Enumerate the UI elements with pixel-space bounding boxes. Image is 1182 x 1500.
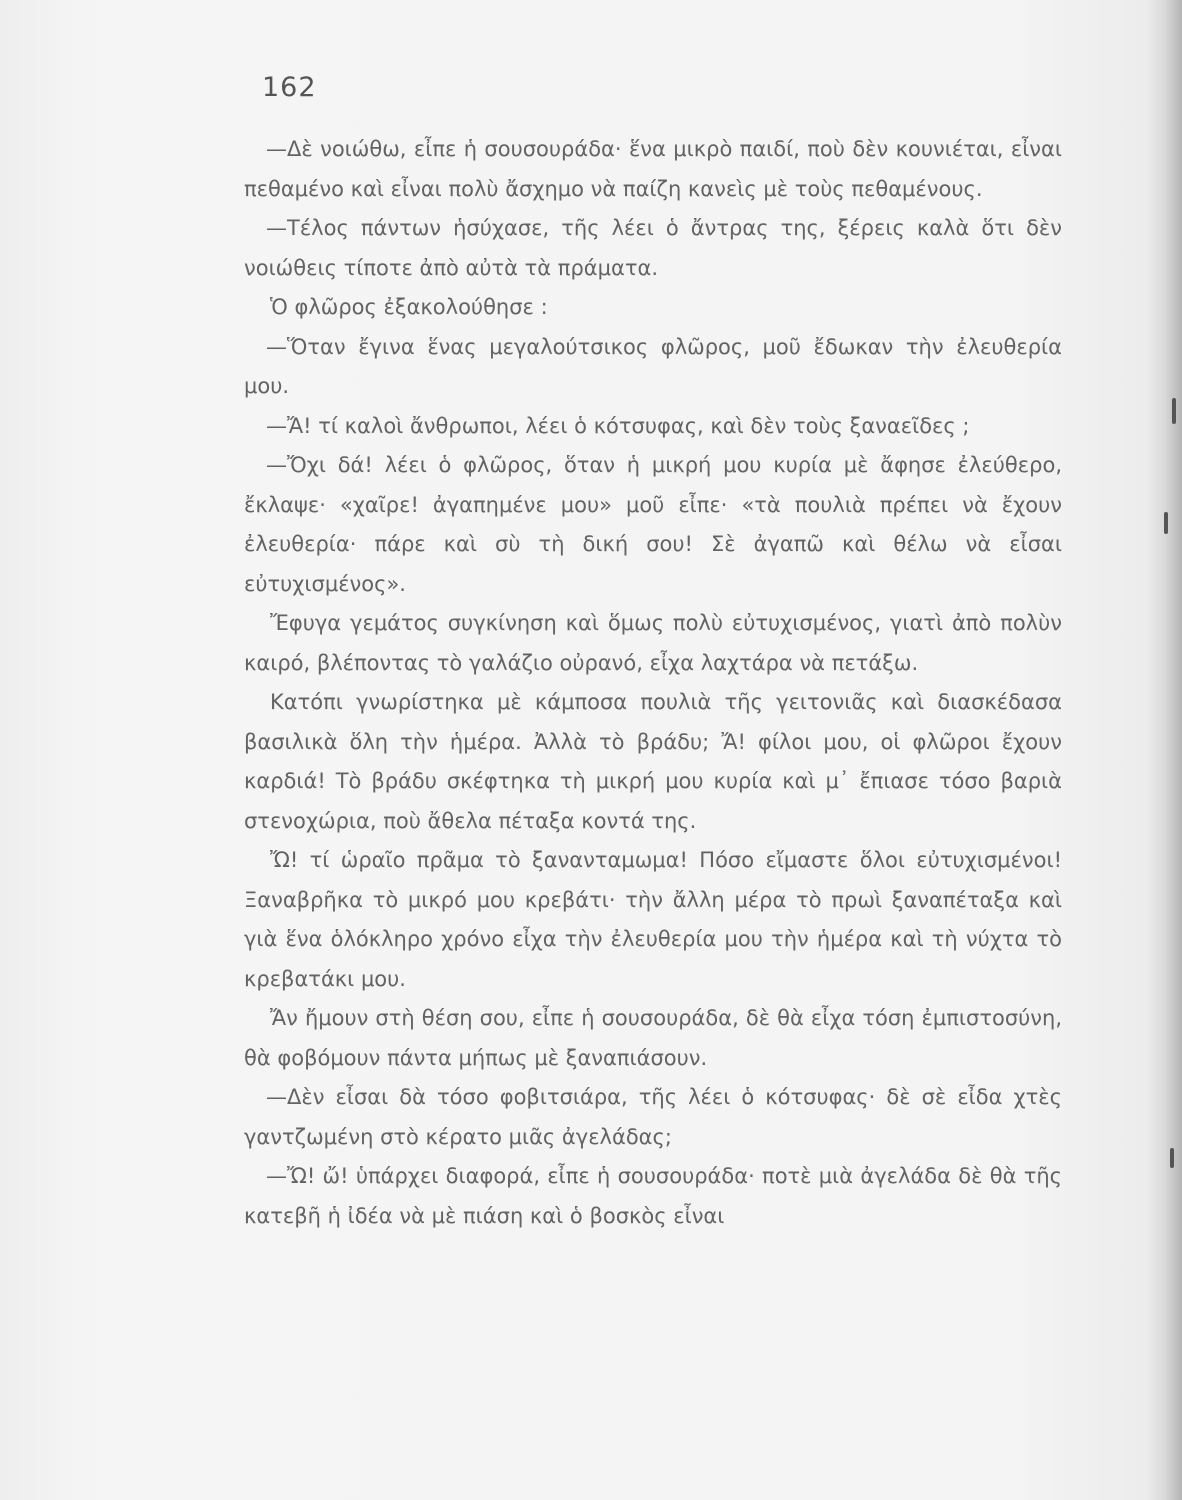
paragraph: —Ὤ! ὤ! ὑπάρχει διαφορά, εἶπε ἡ σουσουράδα· ποτὲ μιὰ ἀγελάδα δὲ θὰ τῆς κατεβῆ ἡ ἰδέα νὰ μὲ πιάση καὶ ὁ βοσκὸς εἶναι bbox=[244, 1164, 1062, 1228]
paragraph: —Ὄχι δά! λέει ὁ φλῶρος, ὅταν ἡ μικρή μου κυρία μὲ ἄφησε ἐλεύθερο, ἔκλαψε· «χαῖρε! ἀγαπημένε μου» μοῦ εἶπε· «τὰ πουλιὰ πρέπει νὰ ἔχουν ἐλευθερία· πάρε καὶ σὺ τὴ δική σου! Σὲ ἀγαπῶ καὶ θέλω νὰ εἶσαι εὐτυχισμένος». bbox=[244, 453, 1062, 596]
paragraph: Ἔφυγα γεμάτος συγκίνηση καὶ ὅμως πολὺ εὐτυχισμένος, γιατὶ ἀπὸ πολὺν καιρό, βλέποντας τὸ γαλάζιο οὐρανό, εἶχα λαχτάρα νὰ πετάξω. bbox=[244, 611, 1062, 675]
page-edge-mark bbox=[1172, 398, 1176, 424]
paragraph: —Τέλος πάντων ἡσύχασε, τῆς λέει ὁ ἄντρας της, ξέρεις καλὰ ὅτι δὲν νοιώθεις τίποτε ἀπὸ αὐτὰ τὰ πράματα. bbox=[244, 216, 1062, 280]
page-edge-mark bbox=[1164, 512, 1168, 534]
paragraph: Ἄν ἤμουν στὴ θέση σου, εἶπε ἡ σουσουράδα, δὲ θὰ εἶχα τόση ἐμπιστοσύνη, θὰ φοβόμουν πάντα μήπως μὲ ξαναπιάσουν. bbox=[244, 1006, 1062, 1070]
page-right-edge-shadow bbox=[1146, 0, 1182, 1500]
paragraph: —Δὲν εἶσαι δὰ τόσο φοβιτσιάρα, τῆς λέει ὁ κότσυφας· δὲ σὲ εἶδα χτὲς γαντζωμένη στὸ κέρατο μιᾶς ἀγελάδας; bbox=[244, 1085, 1062, 1149]
page-edge-mark bbox=[1170, 1148, 1174, 1168]
paragraph: —Δὲ νοιώθω, εἶπε ἡ σουσουράδα· ἕνα μικρὸ παιδί, ποὺ δὲν κουνιέται, εἶναι πεθαμένο καὶ εἶναι πολὺ ἄσχημο νὰ παίζη κανεὶς μὲ τοὺς πεθαμένους. bbox=[244, 137, 1062, 201]
paragraph: Κατόπι γνωρίστηκα μὲ κάμποσα πουλιὰ τῆς γειτονιᾶς καὶ διασκέδασα βασιλικὰ ὅλη τὴν ἡμέρα. Ἀλλὰ τὸ βράδυ; Ἄ! φίλοι μου, οἱ φλῶροι ἔχουν καρδιά! Τὸ βράδυ σκέφτηκα τὴ μικρή μου κυρία καὶ μ᾿ ἔπιασε τόσο βαριὰ στενοχώρια, ποὺ ἄθελα πέταξα κοντά της. bbox=[244, 690, 1062, 833]
paragraph: —Ἄ! τί καλοὶ ἄνθρωποι, λέει ὁ κότσυφας, καὶ δὲν τοὺς ξαναεῖδες ; bbox=[266, 413, 970, 438]
paragraph: Ὤ! τί ὡραῖο πρᾶμα τὸ ξανανταμωμα! Πόσο εἴμαστε ὅλοι εὐτυχισμένοι! Ξαναβρῆκα τὸ μικρό μου κρεβάτι· τὴν ἄλλη μέρα τὸ πρωὶ ξαναπέταξα καὶ γιὰ ἕνα ὁλόκληρο χρόνο εἶχα τὴν ἐλευθερία μου τὴν ἡμέρα καὶ τὴ νύχτα τὸ κρεβατάκι μου. bbox=[244, 848, 1062, 991]
body-text bbox=[244, 130, 1062, 1236]
paragraph: Ὁ φλῶρος ἐξακολούθησε : bbox=[270, 295, 548, 319]
page-number: 162 bbox=[262, 72, 317, 103]
paragraph: —Ὅταν ἔγινα ἕνας μεγαλούτσικος φλῶρος, μοῦ ἔδωκαν τὴν ἐλευθερία μου. bbox=[244, 334, 1062, 398]
